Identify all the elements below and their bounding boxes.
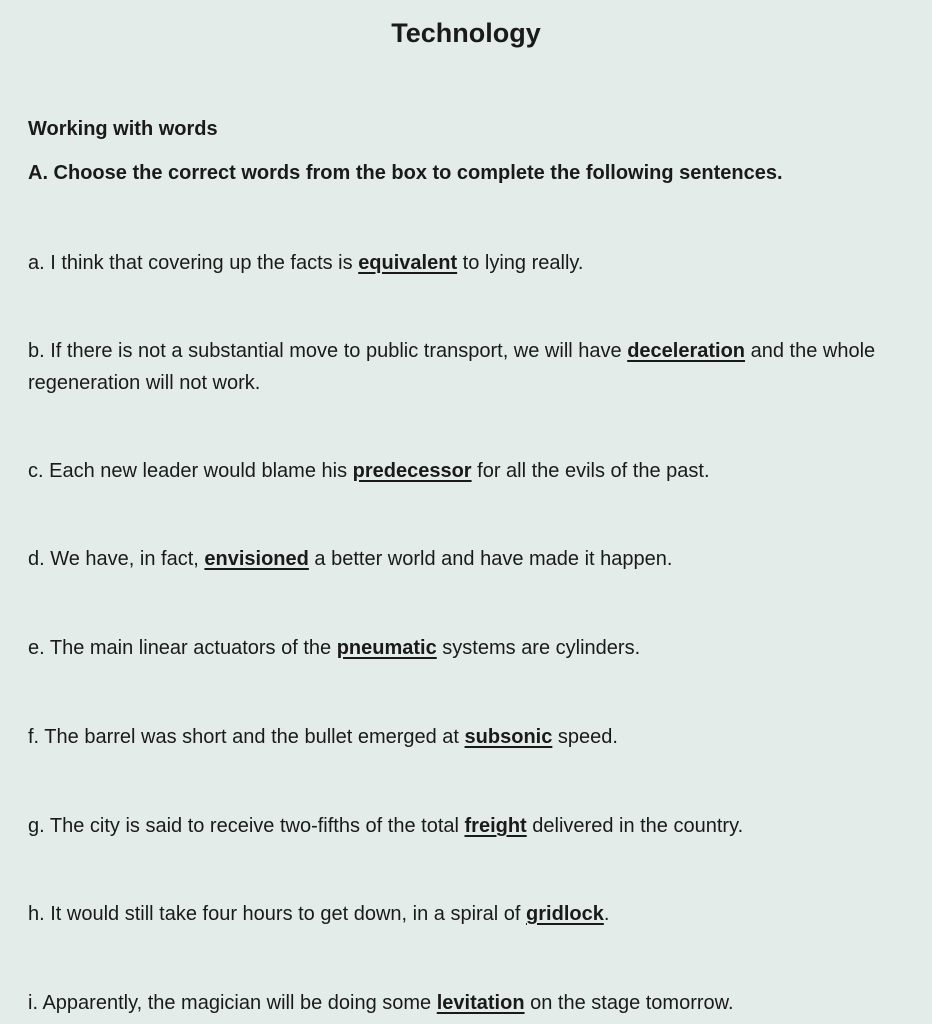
sentence-text: speed. [552,726,618,748]
sentence-text: a better world and have made it happen. [308,548,673,570]
answer-word: gridlock [526,903,604,925]
page-title: Technology [391,18,541,48]
exercise-instruction: A. Choose the correct words from the box to complete the following sentences. [28,162,783,184]
sentence-i [28,987,898,1019]
sentence-h [28,898,898,930]
sentence-text: and the whole regeneration will not work. [28,340,876,394]
sentence-text: systems are cylinders. [436,637,641,659]
sentence-a [28,247,898,279]
answer-word: predecessor [352,460,472,482]
sentence-e [28,632,898,664]
sentence-text: c. Each new leader would blame his [28,460,353,482]
sentence-text: a. I think that covering up the facts is [28,252,359,274]
answer-word: equivalent [358,252,458,274]
sentence-text: g. The city is said to receive two-fifths of the total [28,815,465,837]
sentence-b [28,335,898,399]
sentence-text: i. Apparently, the magician will be doing some [28,992,437,1014]
sentence-text: b. If there is not a substantial move to public transport, we will have [28,340,628,362]
answer-word: subsonic [464,726,553,748]
sentence-text: on the stage tomorrow. [524,992,734,1014]
sentence-g [28,810,898,842]
sentence-text: for all the evils of the past. [471,460,710,482]
answer-word: envisioned [204,548,309,570]
section-heading: Working with words [28,118,218,140]
sentence-text: h. It would still take four hours to get down, in a spiral of [28,903,527,925]
sentence-text: e. The main linear actuators of the [28,637,337,659]
answer-word: pneumatic [336,637,437,659]
answer-word: levitation [436,992,525,1014]
answer-word: freight [464,815,527,837]
sentence-text: delivered in the country. [526,815,744,837]
sentence-text: . [603,903,610,925]
answer-word: deceleration [627,340,746,362]
sentence-d [28,543,898,575]
sentence-c [28,455,898,487]
sentence-text: f. The barrel was short and the bullet emerged at [28,726,465,748]
sentence-text: d. We have, in fact, [28,548,205,570]
sentence-f [28,721,898,753]
sentence-text: to lying really. [457,252,584,274]
